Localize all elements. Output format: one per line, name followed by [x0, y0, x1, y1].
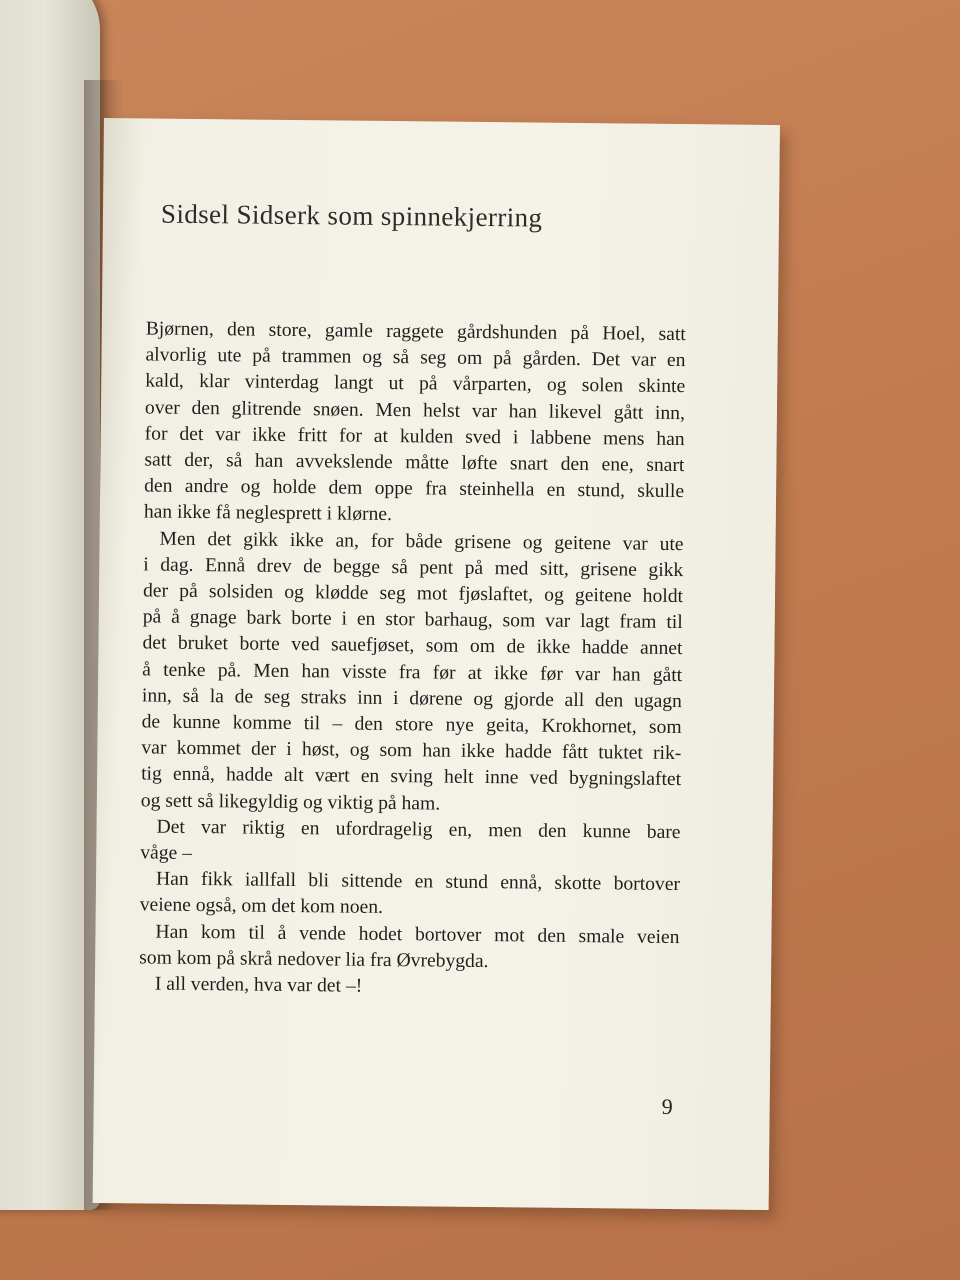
text-line: over den glitrende snøen. Men helst var han likevel gått inn, — [144, 397, 686, 424]
text-line: veiene også, om det kom noen. — [139, 894, 384, 919]
text-line: og sett så likegyldig og viktig på ham. — [140, 790, 441, 815]
text-line: tig ennå, hadde alt vært en sving helt inne ved bygningslaftet — [141, 763, 682, 791]
text-line: var kommet der i høst, og som han ikke hadde fått tuktet rik- — [141, 737, 682, 765]
text-line: der på solsiden og klødde seg mot fjøslaftet, og geitene holdt — [142, 580, 684, 608]
text-line: Han fikk iallfall bli sittende en stund ennå, skotte bortover — [155, 868, 681, 896]
text-line: satt der, så han avvekslende måtte løfte snart den ene, snart — [144, 449, 685, 477]
text-line: den andre og holde dem oppe fra steinhella en stund, skulle — [144, 475, 685, 503]
chapter-body — [139, 316, 686, 1003]
text-line: på å gnage bark borte i en stor barhaug, som var lagt fram til — [142, 606, 683, 634]
text-line: han ikke få neglesprett i klørne. — [143, 501, 393, 526]
text-line: Men det gikk ikke an, for både grisene og geitene var ute — [159, 528, 684, 555]
text-line: Bjørnen, den store, gamle raggete gårdshunden på Hoel, satt — [145, 318, 686, 346]
text-line: Han kom til å vende hodet bortover mot den smale veien — [155, 921, 680, 948]
text-line: for det var ikke fritt for at kulden sved i labbene mens han — [144, 423, 685, 450]
text-line: I all verden, hva var det –! — [154, 973, 363, 997]
text-line: våge – — [140, 842, 193, 865]
text-line: det bruket borte ved sauefjøset, som om de ikke hadde annet — [142, 632, 683, 660]
text-line: alvorlig ute på trammen og så seg om på gården. Det var en — [145, 344, 686, 372]
text-line: de kunne komme til – den store nye geita, Krokhornet, som — [141, 711, 682, 739]
book-page — [93, 118, 780, 1210]
text-line: inn, så la de seg straks inn i dørene og gjorde all den ugagn — [141, 685, 683, 712]
text-line: i dag. Ennå drev de begge så pent på med sitt, grisene gikk — [143, 554, 684, 581]
text-line: å tenke på. Men han visste fra før at ikke før var han gått — [142, 659, 683, 686]
text-line: kald, klar vinterdag langt ut på vårparten, og solen skinte — [145, 370, 686, 398]
text-line: Det var riktig en ufordragelig en, men den kunne bare — [156, 816, 681, 843]
text-line: som kom på skrå nedover lia fra Øvrebygda. — [139, 947, 489, 972]
chapter-title: Sidsel Sidserk som spinnekjerring — [160, 198, 543, 233]
page-number: 9 — [661, 1093, 673, 1120]
